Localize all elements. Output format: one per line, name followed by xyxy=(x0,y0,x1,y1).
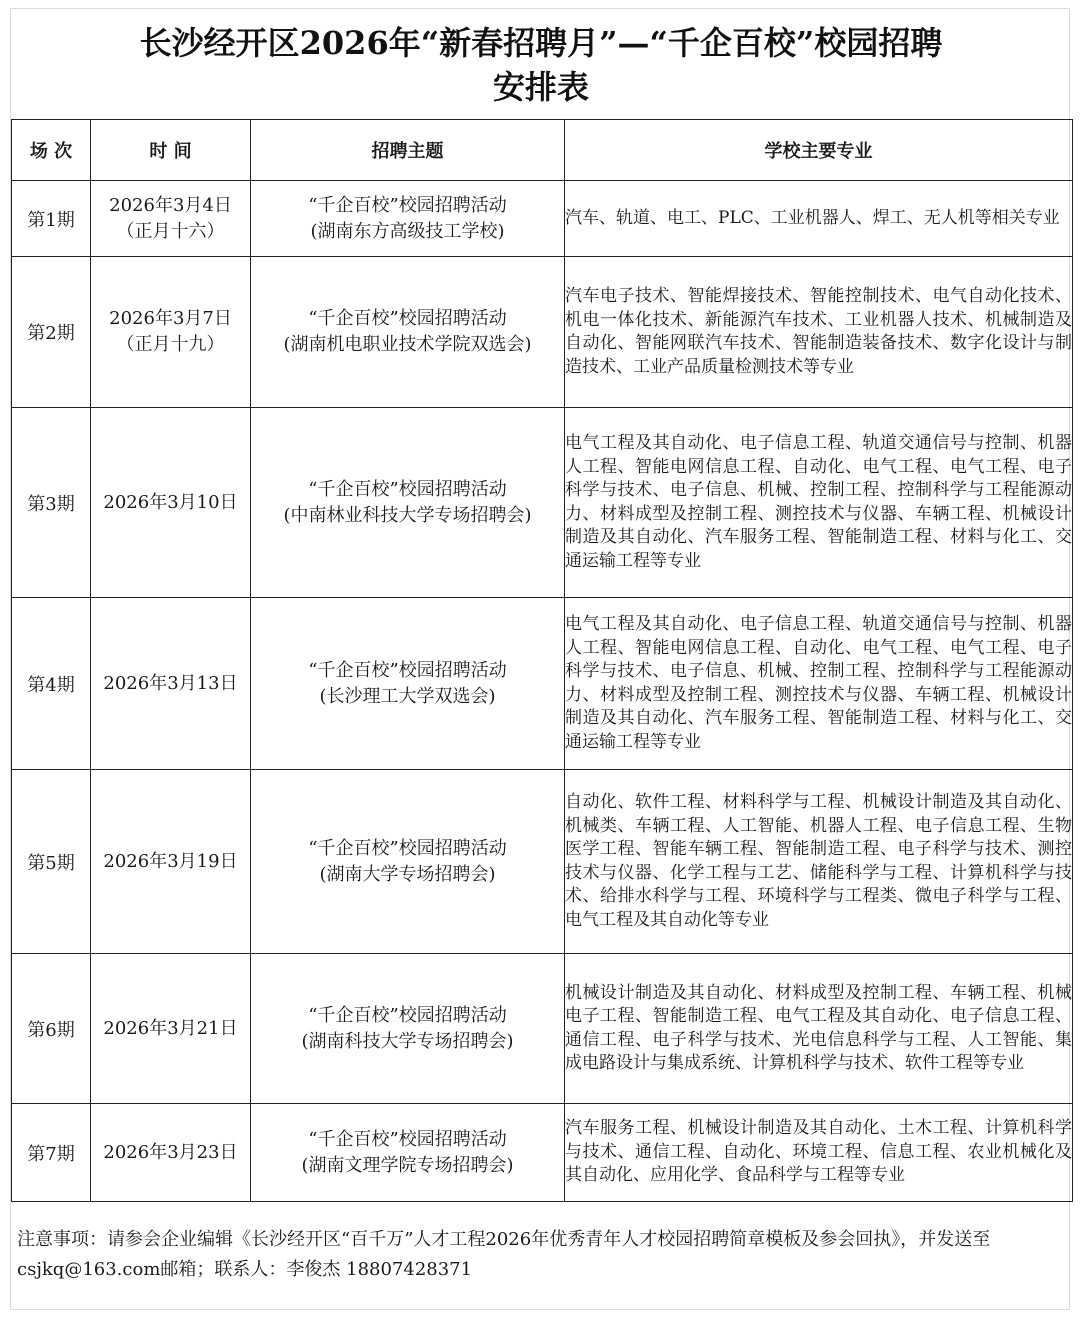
theme-cell xyxy=(251,408,565,598)
majors-cell: 电气工程及其自动化、电子信息工程、轨道交通信号与控制、机器人工程、智能电网信息工程、自动化、电气工程、电气工程、电子科学与技术、电子信息、机械、控制工程、控制科学与工程能源动力、材料成型及控制工程、测控技术与仪器、车辆工程、机械设计制造及其自动化、汽车服务工程、智能制造工程、材料与化工、交通运输工程等专业 xyxy=(565,408,1073,598)
venue-text: (湖南文理学院专场招聘会) xyxy=(301,1154,514,1176)
theme-text: “千企百校”校园招聘活动 xyxy=(308,478,507,500)
theme-text: “千企百校”校园招聘活动 xyxy=(308,1128,507,1150)
venue-text: (湖南机电职业技术学院双选会) xyxy=(283,334,532,355)
session-cell: 第1期 xyxy=(12,181,91,257)
date-cell: 2026年3月13日 xyxy=(91,598,251,770)
session-cell: 第6期 xyxy=(12,954,91,1104)
theme-text: “千企百校”校园招聘活动 xyxy=(308,659,507,681)
theme-cell xyxy=(251,181,565,257)
header-time: 时 间 xyxy=(91,120,251,181)
session-cell: 第7期 xyxy=(12,1104,91,1202)
date-cell xyxy=(91,257,251,408)
venue-text: (长沙理工大学双选会) xyxy=(319,685,496,707)
theme-text: “千企百校”校园招聘活动 xyxy=(308,308,507,329)
theme-cell xyxy=(251,954,565,1104)
venue-text: (湖南东方高级技工学校) xyxy=(310,220,505,242)
lunar-date-text: （正月十九） xyxy=(116,334,225,355)
theme-cell xyxy=(251,1104,565,1202)
session-cell: 第4期 xyxy=(12,598,91,770)
venue-text: (湖南大学专场招聘会) xyxy=(319,863,496,885)
table-row xyxy=(12,770,1073,954)
theme-cell xyxy=(251,770,565,954)
date-cell: 2026年3月19日 xyxy=(91,770,251,954)
venue-text: (中南林业科技大学专场招聘会) xyxy=(283,504,532,526)
theme-cell xyxy=(251,598,565,770)
table-row xyxy=(12,257,1073,408)
table-row xyxy=(12,954,1073,1104)
theme-text: “千企百校”校园招聘活动 xyxy=(308,1004,507,1026)
document-title xyxy=(11,21,1071,109)
date-text: 2026年3月7日 xyxy=(109,308,232,329)
header-majors: 学校主要专业 xyxy=(565,120,1073,181)
session-cell: 第5期 xyxy=(12,770,91,954)
date-cell: 2026年3月23日 xyxy=(91,1104,251,1202)
majors-cell: 汽车电子技术、智能焊接技术、智能控制技术、电气自动化技术、机电一体化技术、新能源汽车技术、工业机器人技术、机械制造及自动化、智能网联汽车技术、智能制造装备技术、数字化设计与制造技术、工业产品质量检测技术等专业 xyxy=(565,257,1073,408)
session-cell: 第2期 xyxy=(12,257,91,408)
majors-cell: 机械设计制造及其自动化、材料成型及控制工程、车辆工程、机械电子工程、智能制造工程、电气工程及其自动化、电子信息工程、通信工程、电子科学与技术、光电信息科学与工程、人工智能、集成电路设计与集成系统、计算机科学与技术、软件工程等专业 xyxy=(565,954,1073,1104)
majors-cell: 电气工程及其自动化、电子信息工程、轨道交通信号与控制、机器人工程、智能电网信息工程、自动化、电气工程、电气工程、电子科学与技术、电子信息、机械、控制工程、控制科学与工程能源动力、材料成型及控制工程、测控技术与仪器、车辆工程、机械设计制造及其自动化、汽车服务工程、智能制造工程、材料与化工、交通运输工程等专业 xyxy=(565,598,1073,770)
header-theme: 招聘主题 xyxy=(251,120,565,181)
majors-cell: 汽车、轨道、电工、PLC、工业机器人、焊工、无人机等相关专业 xyxy=(565,181,1073,257)
majors-cell: 自动化、软件工程、材料科学与工程、机械设计制造及其自动化、机械类、车辆工程、人工智能、机器人工程、电子信息工程、生物医学工程、智能车辆工程、智能制造工程、电子科学与技术、测控技术与仪器、化学工程与工艺、储能科学与工程、计算机科学与技术、给排水科学与工程、环境科学与工程类、微电子科学与工程、电气工程及其自动化等专业 xyxy=(565,770,1073,954)
table-row xyxy=(12,181,1073,257)
table-row xyxy=(12,1104,1073,1202)
date-cell: 2026年3月10日 xyxy=(91,408,251,598)
table-header-row xyxy=(12,120,1073,181)
header-session: 场 次 xyxy=(12,120,91,181)
venue-text: (湖南科技大学专场招聘会) xyxy=(301,1030,514,1052)
theme-cell xyxy=(251,257,565,408)
date-text: 2026年3月4日 xyxy=(109,194,232,216)
table-row xyxy=(12,598,1073,770)
title-line-2: 安排表 xyxy=(492,68,589,106)
majors-cell: 汽车服务工程、机械设计制造及其自动化、土木工程、计算机科学与技术、通信工程、自动化、环境工程、信息工程、农业机械化及其自动化、应用化学、食品科学与工程等专业 xyxy=(565,1104,1073,1202)
session-cell: 第3期 xyxy=(12,408,91,598)
table-row xyxy=(12,408,1073,598)
schedule-document xyxy=(10,8,1070,1310)
date-cell: 2026年3月21日 xyxy=(91,954,251,1104)
notice-text: 注意事项：请参会企业编辑《长沙经开区“百千万”人才工程2026年优秀青年人才校园招聘简章模板及参会回执》，并发送至csjkq@163.com邮箱；联系人：李俊杰 18807428371 xyxy=(17,1229,991,1280)
lunar-date-text: （正月十六） xyxy=(116,220,225,242)
theme-text: “千企百校”校园招聘活动 xyxy=(308,194,507,216)
date-cell xyxy=(91,181,251,257)
theme-text: “千企百校”校园招聘活动 xyxy=(308,837,507,859)
title-line-1: 长沙经开区2026年“新春招聘月”—“千企百校”校园招聘 xyxy=(139,24,943,62)
schedule-table xyxy=(11,119,1073,1202)
